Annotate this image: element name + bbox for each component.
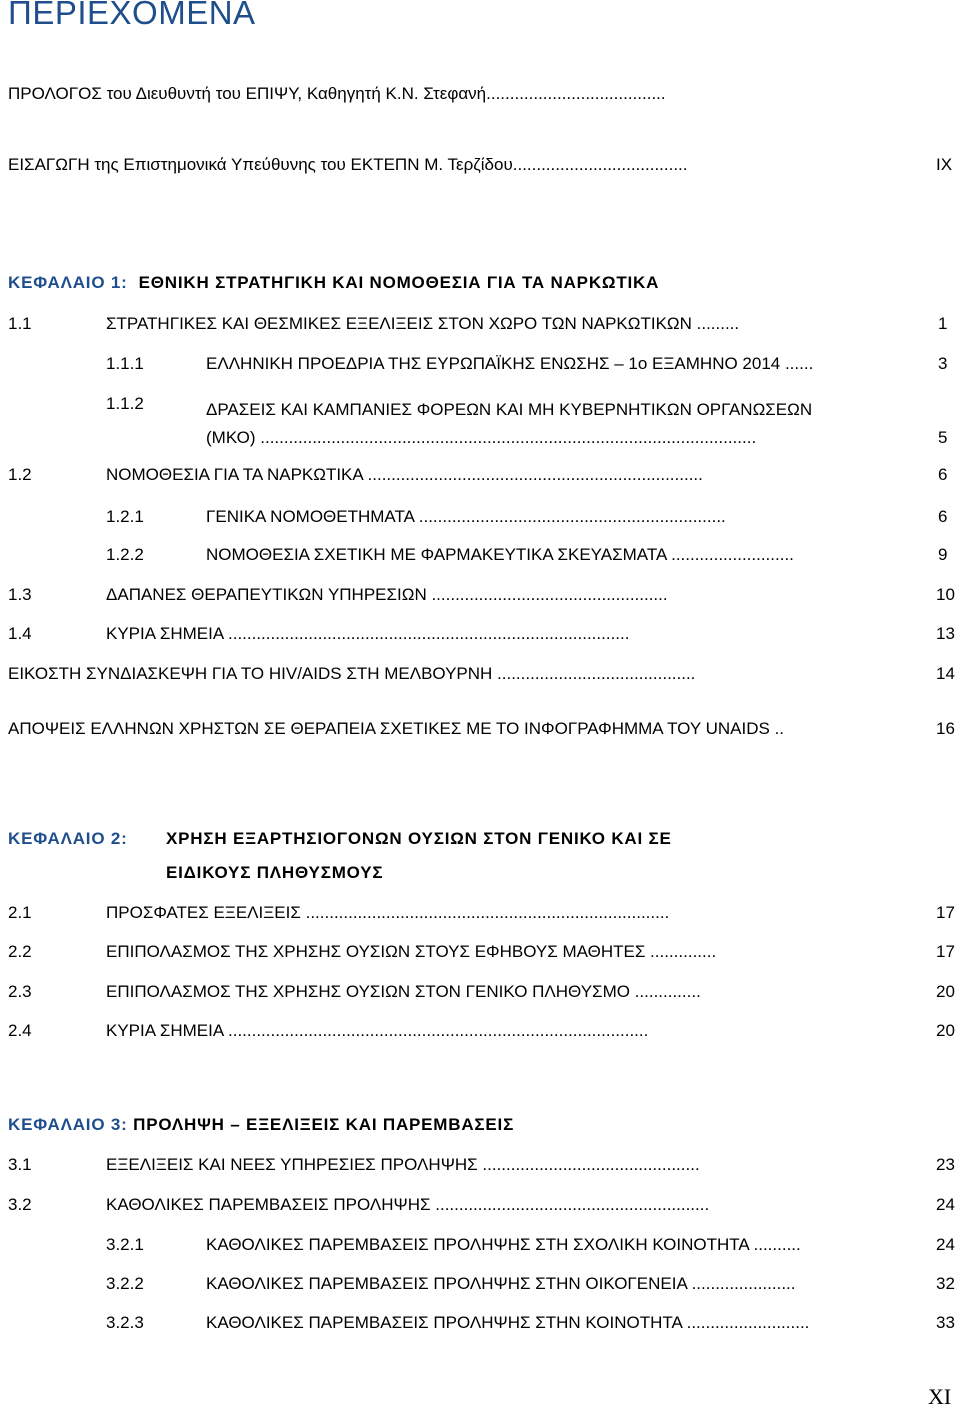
toc-page-number: 24 (936, 1195, 955, 1214)
toc-page-number: 16 (936, 719, 955, 738)
toc-page-number: 14 (936, 664, 955, 683)
toc-section-number: 1.1.1 (106, 354, 144, 373)
toc-section-title[interactable]: ΔΑΠΑΝΕΣ ΘΕΡΑΠΕΥΤΙΚΩΝ ΥΠΗΡΕΣΙΩΝ .................................................. (106, 585, 668, 604)
chapter-label: ΚΕΦΑΛΑΙΟ 3: (8, 1115, 128, 1134)
chapter-3-heading[interactable] (8, 1115, 514, 1135)
toc-section-title[interactable]: ΣΤΡΑΤΗΓΙΚΕΣ ΚΑΙ ΘΕΣΜΙΚΕΣ ΕΞΕΛΙΞΕΙΣ ΣΤΟΝ ΧΩΡΟ ΤΩΝ ΝΑΡΚΩΤΙΚΩΝ ......... (106, 314, 740, 333)
toc-page-number: 6 (938, 507, 948, 526)
toc-page-number: 13 (936, 624, 955, 643)
chapter-2-heading[interactable] (8, 829, 128, 849)
toc-section-number: 2.1 (8, 903, 32, 922)
toc-section-title[interactable]: ΚΑΘΟΛΙΚΕΣ ΠΑΡΕΜΒΑΣΕΙΣ ΠΡΟΛΗΨΗΣ ΣΤΗ ΣΧΟΛΙΚΗ ΚΟΙΝΟΤΗΤΑ .......... (206, 1235, 801, 1254)
toc-page-number: 9 (938, 545, 948, 564)
toc-page-number: 6 (938, 465, 948, 484)
toc-section-title[interactable]: ΝΟΜΟΘΕΣΙΑ ΣΧΕΤΙΚΗ ΜΕ ΦΑΡΜΑΚΕΥΤΙΚΑ ΣΚΕΥΑΣΜΑΤΑ .......................... (206, 545, 794, 564)
toc-page-number: IX (936, 155, 953, 174)
toc-page-number: 17 (936, 942, 955, 961)
toc-section-title[interactable]: ΕΛΛΗΝΙΚΗ ΠΡΟΕΔΡΙΑ ΤΗΣ ΕΥΡΩΠΑΪΚΗΣ ΕΝΩΣΗΣ – 1ο ΕΞΑΜΗΝΟ 2014 ...... (206, 354, 814, 373)
toc-section-number: 1.4 (8, 624, 32, 643)
toc-section-title[interactable]: ΚΥΡΙΑ ΣΗΜΕΙΑ ......................................................................................... (106, 1021, 649, 1040)
toc-section-number: 1.2.1 (106, 507, 144, 526)
toc-section-number: 2.2 (8, 942, 32, 961)
toc-page-number: 33 (936, 1313, 955, 1332)
toc-section-title[interactable]: ΚΑΘΟΛΙΚΕΣ ΠΑΡΕΜΒΑΣΕΙΣ ΠΡΟΛΗΨΗΣ .......................................................... (106, 1195, 710, 1214)
toc-section-title[interactable]: ΕΠΙΠΟΛΑΣΜΟΣ ΤΗΣ ΧΡΗΣΗΣ ΟΥΣΙΩΝ ΣΤΟΝ ΓΕΝΙΚΟ ΠΛΗΘΥΣΜΟ .............. (106, 982, 701, 1001)
chapter-1-heading[interactable] (8, 273, 659, 293)
toc-section-number: 1.2.2 (106, 545, 144, 564)
toc-section-number: 2.3 (8, 982, 32, 1001)
toc-section-title[interactable]: ΝΟΜΟΘΕΣΙΑ ΓΙΑ ΤΑ ΝΑΡΚΩΤΙΚΑ ....................................................................... (106, 465, 703, 484)
toc-entry-introduction[interactable]: ΕΙΣΑΓΩΓΗ της Επιστημονικά Υπεύθυνης του ΕΚΤΕΠΝ Μ. Τερζίδου..................................... (8, 155, 688, 174)
page-number: XI (928, 1384, 952, 1409)
toc-section-title[interactable]: ΕΞΕΛΙΞΕΙΣ ΚΑΙ ΝΕΕΣ ΥΠΗΡΕΣΙΕΣ ΠΡΟΛΗΨΗΣ .............................................. (106, 1155, 700, 1174)
chapter-title: ΧΡΗΣΗ ΕΞΑΡΤΗΣΙΟΓΟΝΩΝ ΟΥΣΙΩΝ ΣΤΟΝ ΓΕΝΙΚΟ ΚΑΙ ΣΕ (166, 829, 672, 848)
toc-section-number: 1.2 (8, 465, 32, 484)
chapter-title: ΠΡΟΛΗΨΗ – ΕΞΕΛΙΞΕΙΣ ΚΑΙ ΠΑΡΕΜΒΑΣΕΙΣ (133, 1115, 515, 1134)
toc-entry-unaids[interactable]: ΑΠΟΨΕΙΣ ΕΛΛΗΝΩΝ ΧΡΗΣΤΩΝ ΣΕ ΘΕΡΑΠΕΙΑ ΣΧΕΤΙΚΕΣ ΜΕ ΤΟ ΙΝΦΟΓΡΑΦΗΜΜΑ ΤΟΥ UNAIDS .. (8, 719, 785, 738)
toc-entry-hiv-conference[interactable]: ΕΙΚΟΣΤΗ ΣΥΝΔΙΑΣΚΕΨΗ ΓΙΑ ΤΟ HIV/AIDS ΣΤΗ ΜΕΛΒΟΥΡΝΗ .......................................... (8, 664, 696, 683)
chapter-title: ΕΘΝΙΚΗ ΣΤΡΑΤΗΓΙΚΗ ΚΑΙ ΝΟΜΟΘΕΣΙΑ ΓΙΑ ΤΑ ΝΑΡΚΩΤΙΚΑ (138, 273, 660, 292)
toc-page-number: 24 (936, 1235, 955, 1254)
toc-section-number: 1.3 (8, 585, 32, 604)
toc-entry-preface[interactable]: ΠΡΟΛΟΓΟΣ του Διευθυντή του ΕΠΙΨΥ, Καθηγητή Κ.Ν. Στεφανή...................................... (8, 84, 666, 103)
toc-page-number: 1 (938, 314, 948, 333)
toc-section-number: 1.1.2 (106, 394, 144, 413)
toc-page-number: 5 (938, 428, 948, 447)
toc-section-number: 3.2.2 (106, 1274, 144, 1293)
chapter-label: ΚΕΦΑΛΑΙΟ 1: (8, 273, 128, 292)
toc-section-number: 2.4 (8, 1021, 32, 1040)
toc-page-number: 32 (936, 1274, 955, 1293)
toc-section-title[interactable]: ΕΠΙΠΟΛΑΣΜΟΣ ΤΗΣ ΧΡΗΣΗΣ ΟΥΣΙΩΝ ΣΤΟΥΣ ΕΦΗΒΟΥΣ ΜΑΘΗΤΕΣ .............. (106, 942, 717, 961)
toc-page-number: 20 (936, 1021, 955, 1040)
toc-section-number: 3.1 (8, 1155, 32, 1174)
toc-section-title[interactable]: ΚΥΡΙΑ ΣΗΜΕΙΑ ..................................................................................... (106, 624, 630, 643)
toc-section-number: 3.2.3 (106, 1313, 144, 1332)
toc-section-number: 1.1 (8, 314, 32, 333)
toc-section-title[interactable]: ΔΡΑΣΕΙΣ ΚΑΙ ΚΑΜΠΑΝΙΕΣ ΦΟΡΕΩΝ ΚΑΙ ΜΗ ΚΥΒΕΡΝΗΤΙΚΩΝ ΟΡΓΑΝΩΣΕΩΝ (206, 400, 813, 419)
toc-section-title[interactable]: ΓΕΝΙΚΑ ΝΟΜΟΘΕΤΗΜΑΤΑ ................................................................. (206, 507, 726, 526)
toc-page-number: 3 (938, 354, 948, 373)
toc-section-number: 3.2.1 (106, 1235, 144, 1254)
toc-page-number: 17 (936, 903, 955, 922)
toc-section-number: 3.2 (8, 1195, 32, 1214)
page-title: ΠΕΡΙΕΧΟΜΕΝΑ (8, 0, 256, 31)
chapter-title-continued: ΕΙΔΙΚΟΥΣ ΠΛΗΘΥΣΜΟΥΣ (166, 863, 384, 882)
toc-section-title-continued[interactable]: (ΜΚΟ) ......................................................................................................... (206, 428, 757, 447)
toc-page-number: 23 (936, 1155, 955, 1174)
toc-section-title[interactable]: ΠΡΟΣΦΑΤΕΣ ΕΞΕΛΙΞΕΙΣ ............................................................................. (106, 903, 670, 922)
chapter-label: ΚΕΦΑΛΑΙΟ 2: (8, 829, 128, 848)
toc-page-number: 10 (936, 585, 955, 604)
toc-section-title[interactable]: ΚΑΘΟΛΙΚΕΣ ΠΑΡΕΜΒΑΣΕΙΣ ΠΡΟΛΗΨΗΣ ΣΤΗΝ ΚΟΙΝΟΤΗΤΑ .......................... (206, 1313, 810, 1332)
toc-section-title[interactable]: ΚΑΘΟΛΙΚΕΣ ΠΑΡΕΜΒΑΣΕΙΣ ΠΡΟΛΗΨΗΣ ΣΤΗΝ ΟΙΚΟΓΕΝΕΙΑ ...................... (206, 1274, 796, 1293)
toc-page-number: 20 (936, 982, 955, 1001)
